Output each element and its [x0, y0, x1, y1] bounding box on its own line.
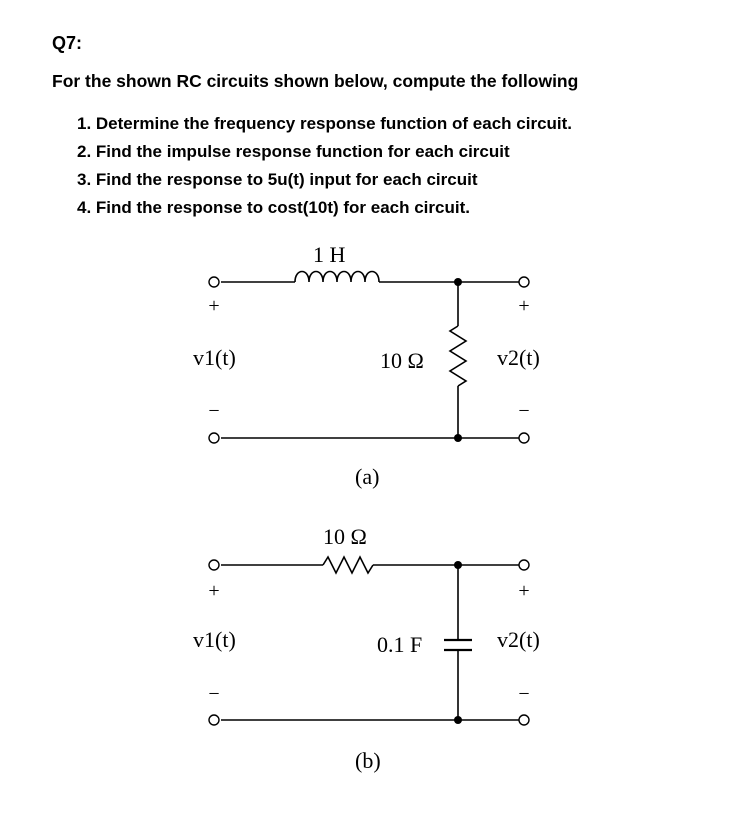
input-plus-sign: +: [208, 580, 220, 602]
caption-b: (b): [355, 748, 381, 773]
inductor-label: 1 H: [313, 242, 346, 267]
output-minus-sign: −: [518, 683, 530, 705]
question-title: Q7:: [52, 33, 83, 53]
question-item-2: 2. Find the impulse response function for each circuit: [77, 142, 510, 161]
junction-dot-icon: [454, 716, 462, 724]
question-item-1: 1. Determine the frequency response function of each circuit.: [77, 114, 573, 133]
question-item-3: 3. Find the response to 5u(t) input for each circuit: [77, 170, 478, 189]
input-plus-sign: +: [208, 295, 220, 317]
junction-dot-icon: [454, 434, 462, 442]
circuit-b: [221, 557, 519, 720]
output-voltage-label: v2(t): [497, 345, 540, 370]
terminal-icon: [519, 560, 529, 570]
terminal-icon: [209, 433, 219, 443]
resistor-label: 10 Ω: [380, 348, 424, 373]
terminal-icon: [209, 715, 219, 725]
inductor-icon: [295, 272, 379, 283]
output-voltage-label: v2(t): [497, 627, 540, 652]
junction-dot-icon: [454, 561, 462, 569]
output-plus-sign: +: [518, 295, 530, 317]
terminal-icon: [519, 277, 529, 287]
terminal-icon: [519, 715, 529, 725]
input-voltage-label: v1(t): [193, 627, 236, 652]
input-voltage-label: v1(t): [193, 345, 236, 370]
output-minus-sign: −: [518, 400, 530, 422]
resistor-icon: [323, 557, 373, 573]
question-intro: For the shown RC circuits shown below, compute the following: [52, 71, 579, 91]
question-item-4: 4. Find the response to cost(10t) for each circuit.: [77, 198, 470, 217]
resistor-label: 10 Ω: [323, 524, 367, 549]
terminal-icon: [209, 560, 219, 570]
resistor-icon: [450, 326, 466, 386]
terminal-icon: [519, 433, 529, 443]
output-plus-sign: +: [518, 580, 530, 602]
input-minus-sign: −: [208, 400, 220, 422]
junction-dot-icon: [454, 278, 462, 286]
circuit-a: [221, 272, 519, 439]
terminal-icon: [209, 277, 219, 287]
capacitor-label: 0.1 F: [377, 632, 423, 657]
caption-a: (a): [355, 464, 380, 489]
input-minus-sign: −: [208, 683, 220, 705]
